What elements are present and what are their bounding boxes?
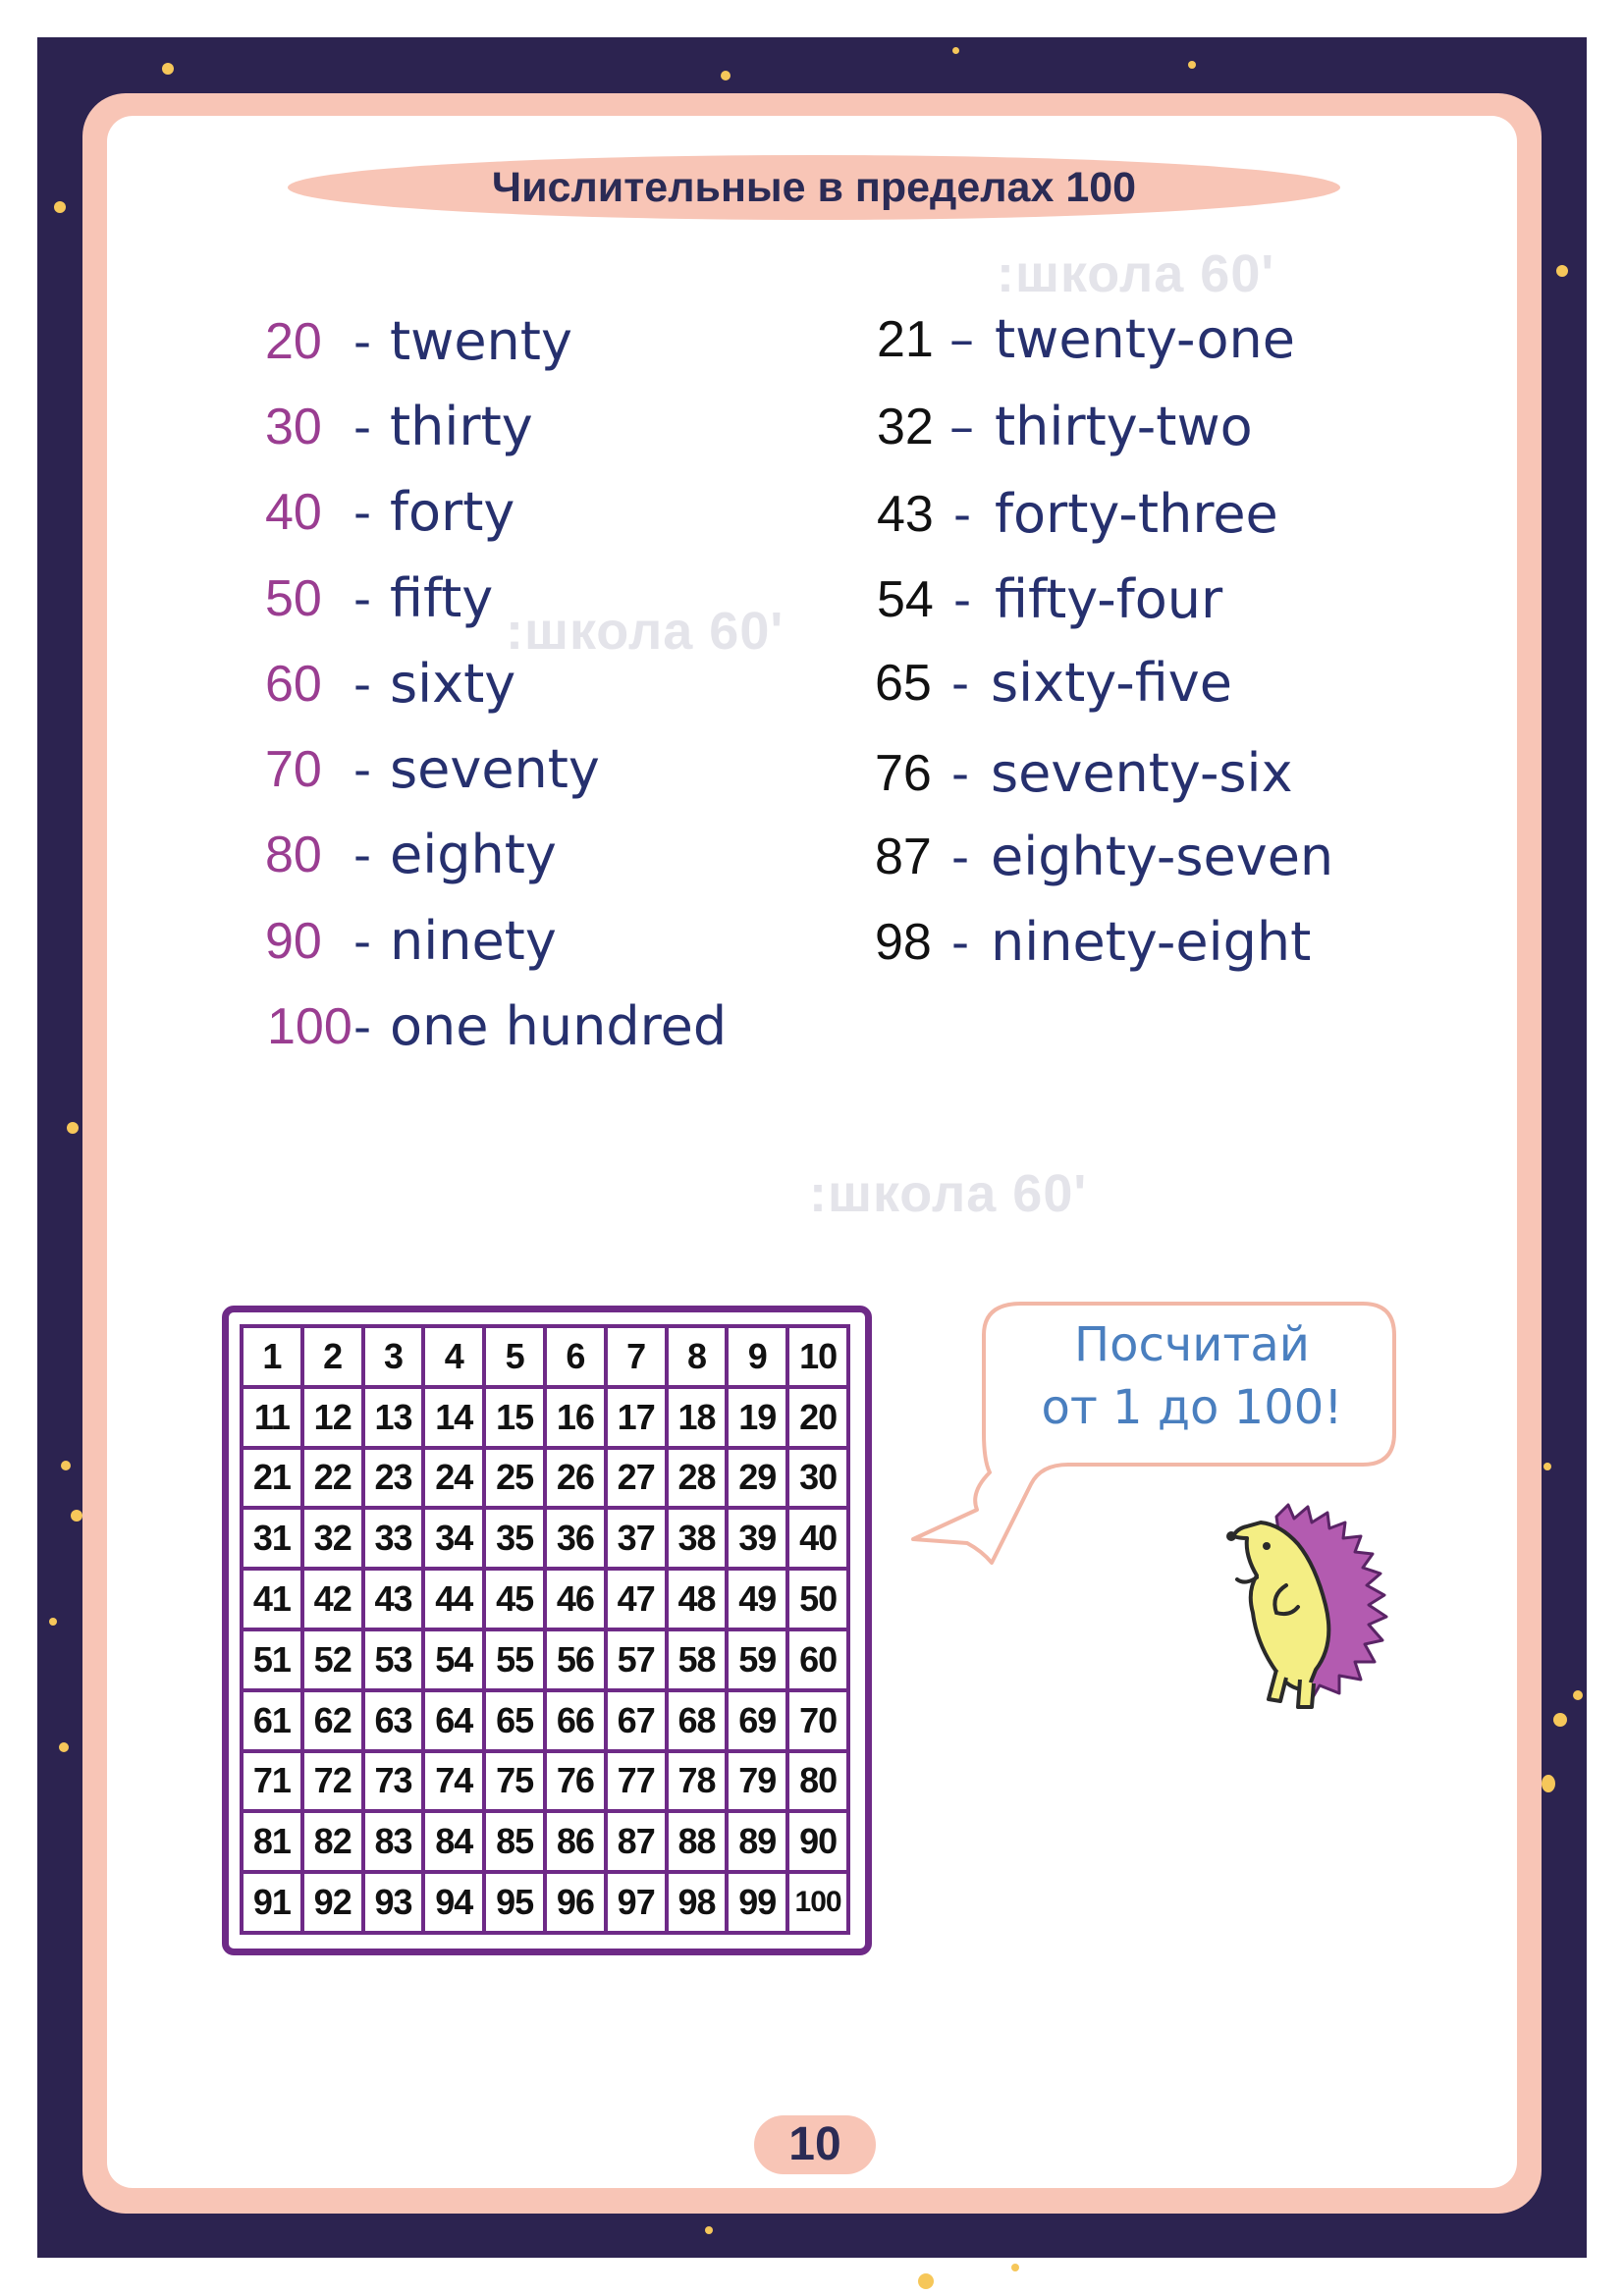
number-word: sixty bbox=[390, 653, 516, 715]
grid-cell: 75 bbox=[486, 1753, 547, 1814]
grid-cell: 82 bbox=[304, 1813, 365, 1874]
grid-cell: 96 bbox=[547, 1874, 608, 1935]
grid-cell: 39 bbox=[729, 1510, 789, 1571]
number: 80 bbox=[265, 827, 322, 883]
grid-cell: 28 bbox=[669, 1450, 730, 1511]
number: 43 bbox=[877, 486, 934, 543]
dash: - bbox=[353, 570, 372, 627]
hedgehog-icon bbox=[1218, 1497, 1414, 1737]
dash: - bbox=[353, 313, 372, 370]
grid-cell: 16 bbox=[547, 1389, 608, 1450]
grid-cell: 25 bbox=[486, 1450, 547, 1511]
grid-cell: 60 bbox=[789, 1631, 850, 1692]
number-word: thirty bbox=[390, 396, 533, 457]
grid-cell: 97 bbox=[608, 1874, 669, 1935]
grid-cell: 59 bbox=[729, 1631, 789, 1692]
number-word: eighty bbox=[390, 824, 557, 885]
number: 30 bbox=[265, 399, 322, 455]
grid-cell: 12 bbox=[304, 1389, 365, 1450]
dash: - bbox=[951, 655, 970, 712]
number: 90 bbox=[265, 913, 322, 970]
grid-cell: 61 bbox=[244, 1692, 304, 1753]
number: 21 bbox=[877, 311, 934, 368]
number-word: ninety-eight bbox=[991, 911, 1312, 973]
number: 40 bbox=[265, 484, 322, 541]
grid-cell: 87 bbox=[608, 1813, 669, 1874]
grid-cell: 40 bbox=[789, 1510, 850, 1571]
grid-cell: 72 bbox=[304, 1753, 365, 1814]
grid-cell: 29 bbox=[729, 1450, 789, 1511]
number: 65 bbox=[875, 655, 932, 712]
dash: - bbox=[951, 914, 970, 971]
grid-cell: 85 bbox=[486, 1813, 547, 1874]
number: 87 bbox=[875, 828, 932, 885]
number: 32 bbox=[877, 399, 934, 455]
grid-cell: 38 bbox=[669, 1510, 730, 1571]
number-word: forty-three bbox=[995, 483, 1278, 545]
grid-cell: 24 bbox=[425, 1450, 486, 1511]
number: 20 bbox=[265, 313, 322, 370]
number-word: sixty-five bbox=[991, 652, 1232, 714]
grid-cell: 76 bbox=[547, 1753, 608, 1814]
dash: - bbox=[951, 745, 970, 802]
grid-cell: 15 bbox=[486, 1389, 547, 1450]
grid-cell: 13 bbox=[365, 1389, 426, 1450]
number-word: fifty bbox=[390, 567, 494, 629]
grid-cell: 78 bbox=[669, 1753, 730, 1814]
grid-cell: 33 bbox=[365, 1510, 426, 1571]
grid-cell: 89 bbox=[729, 1813, 789, 1874]
grid-cell: 50 bbox=[789, 1571, 850, 1631]
grid-cell: 11 bbox=[244, 1389, 304, 1450]
grid-cell: 57 bbox=[608, 1631, 669, 1692]
dash: - bbox=[953, 571, 972, 628]
grid-cell: 84 bbox=[425, 1813, 486, 1874]
dash: – bbox=[949, 399, 974, 455]
dash: - bbox=[353, 484, 372, 541]
grid-cell: 6 bbox=[547, 1328, 608, 1389]
dash: - bbox=[353, 913, 372, 970]
grid-cell: 79 bbox=[729, 1753, 789, 1814]
page-number: 10 bbox=[788, 2118, 841, 2170]
grid-cell: 26 bbox=[547, 1450, 608, 1511]
speech-line-2: от 1 до 100! bbox=[1041, 1380, 1343, 1435]
grid-cell: 54 bbox=[425, 1631, 486, 1692]
grid-cell: 3 bbox=[365, 1328, 426, 1389]
grid-cell: 56 bbox=[547, 1631, 608, 1692]
number: 50 bbox=[265, 570, 322, 627]
number-word: thirty-two bbox=[995, 396, 1253, 457]
number-word: seventy-six bbox=[991, 742, 1293, 804]
grid-cell: 31 bbox=[244, 1510, 304, 1571]
grid-cell: 55 bbox=[486, 1631, 547, 1692]
grid-cell: 32 bbox=[304, 1510, 365, 1571]
grid-cell: 93 bbox=[365, 1874, 426, 1935]
number-word: seventy bbox=[390, 738, 600, 800]
watermark: :школа 60' bbox=[809, 1164, 1088, 1223]
grid-cell: 48 bbox=[669, 1571, 730, 1631]
grid-cell: 45 bbox=[486, 1571, 547, 1631]
grid-cell: 42 bbox=[304, 1571, 365, 1631]
dash: - bbox=[353, 998, 372, 1055]
grid-cell: 30 bbox=[789, 1450, 850, 1511]
watermark: :школа 60' bbox=[997, 244, 1275, 303]
number: 70 bbox=[265, 741, 322, 798]
grid-cell: 66 bbox=[547, 1692, 608, 1753]
number-word: fifty-four bbox=[995, 568, 1223, 630]
grid-cell: 18 bbox=[669, 1389, 730, 1450]
grid-cell: 68 bbox=[669, 1692, 730, 1753]
speech-line-1: Посчитай bbox=[1074, 1317, 1310, 1372]
grid-cell: 69 bbox=[729, 1692, 789, 1753]
number-word: forty bbox=[390, 481, 515, 543]
grid-cell: 47 bbox=[608, 1571, 669, 1631]
grid-cell: 98 bbox=[669, 1874, 730, 1935]
grid-cell: 65 bbox=[486, 1692, 547, 1753]
grid-cell: 95 bbox=[486, 1874, 547, 1935]
grid-cell: 37 bbox=[608, 1510, 669, 1571]
number: 100 bbox=[267, 998, 352, 1055]
grid-cell: 19 bbox=[729, 1389, 789, 1450]
number-word: one hundred bbox=[390, 995, 728, 1057]
dash: - bbox=[353, 656, 372, 713]
grid-cell: 27 bbox=[608, 1450, 669, 1511]
grid-cell: 34 bbox=[425, 1510, 486, 1571]
grid-cell: 8 bbox=[669, 1328, 730, 1389]
grid-cell: 10 bbox=[789, 1328, 850, 1389]
grid-cell: 90 bbox=[789, 1813, 850, 1874]
grid-cell: 41 bbox=[244, 1571, 304, 1631]
dash: - bbox=[353, 399, 372, 455]
grid-cell: 51 bbox=[244, 1631, 304, 1692]
number-word: twenty-one bbox=[995, 308, 1295, 370]
grid-cell: 74 bbox=[425, 1753, 486, 1814]
grid-cell: 7 bbox=[608, 1328, 669, 1389]
grid-cell: 73 bbox=[365, 1753, 426, 1814]
grid-cell: 86 bbox=[547, 1813, 608, 1874]
grid-cell: 5 bbox=[486, 1328, 547, 1389]
grid-cell: 64 bbox=[425, 1692, 486, 1753]
number: 98 bbox=[875, 914, 932, 971]
grid-cell: 94 bbox=[425, 1874, 486, 1935]
grid-cell: 100 bbox=[789, 1874, 850, 1935]
dash: - bbox=[951, 828, 970, 885]
grid-cell: 80 bbox=[789, 1753, 850, 1814]
grid-cell: 2 bbox=[304, 1328, 365, 1389]
grid-cell: 91 bbox=[244, 1874, 304, 1935]
grid-cell: 17 bbox=[608, 1389, 669, 1450]
grid-cell: 62 bbox=[304, 1692, 365, 1753]
grid-cell: 99 bbox=[729, 1874, 789, 1935]
grid-cell: 58 bbox=[669, 1631, 730, 1692]
number-word: ninety bbox=[390, 910, 557, 972]
grid-cell: 20 bbox=[789, 1389, 850, 1450]
grid-cell: 44 bbox=[425, 1571, 486, 1631]
grid-cell: 88 bbox=[669, 1813, 730, 1874]
grid-cell: 36 bbox=[547, 1510, 608, 1571]
number-word: eighty-seven bbox=[991, 826, 1334, 887]
grid-cell: 71 bbox=[244, 1753, 304, 1814]
number: 60 bbox=[265, 656, 322, 713]
dash: – bbox=[949, 311, 974, 368]
grid-cell: 52 bbox=[304, 1631, 365, 1692]
grid-cell: 21 bbox=[244, 1450, 304, 1511]
grid-cell: 23 bbox=[365, 1450, 426, 1511]
grid-cell: 81 bbox=[244, 1813, 304, 1874]
grid-cell: 14 bbox=[425, 1389, 486, 1450]
grid-cell: 1 bbox=[244, 1328, 304, 1389]
speech-bubble-text bbox=[987, 1313, 1397, 1439]
grid-cell: 67 bbox=[608, 1692, 669, 1753]
watermark: :школа 60' bbox=[506, 602, 785, 661]
number-word: twenty bbox=[390, 310, 572, 372]
dash: - bbox=[353, 741, 372, 798]
grid-cell: 92 bbox=[304, 1874, 365, 1935]
grid-cell: 49 bbox=[729, 1571, 789, 1631]
dash: - bbox=[353, 827, 372, 883]
grid-cell: 9 bbox=[729, 1328, 789, 1389]
grid-cell: 43 bbox=[365, 1571, 426, 1631]
number: 54 bbox=[877, 571, 934, 628]
grid-cell: 35 bbox=[486, 1510, 547, 1571]
page-title: Числительные в пределах 100 bbox=[491, 164, 1137, 211]
dash: - bbox=[953, 486, 972, 543]
grid-cell: 4 bbox=[425, 1328, 486, 1389]
grid-cell: 22 bbox=[304, 1450, 365, 1511]
grid-cell: 77 bbox=[608, 1753, 669, 1814]
grid-cell: 63 bbox=[365, 1692, 426, 1753]
grid-cell: 53 bbox=[365, 1631, 426, 1692]
grid-cell: 46 bbox=[547, 1571, 608, 1631]
grid-cell: 83 bbox=[365, 1813, 426, 1874]
number: 76 bbox=[875, 745, 932, 802]
grid-cell: 70 bbox=[789, 1692, 850, 1753]
